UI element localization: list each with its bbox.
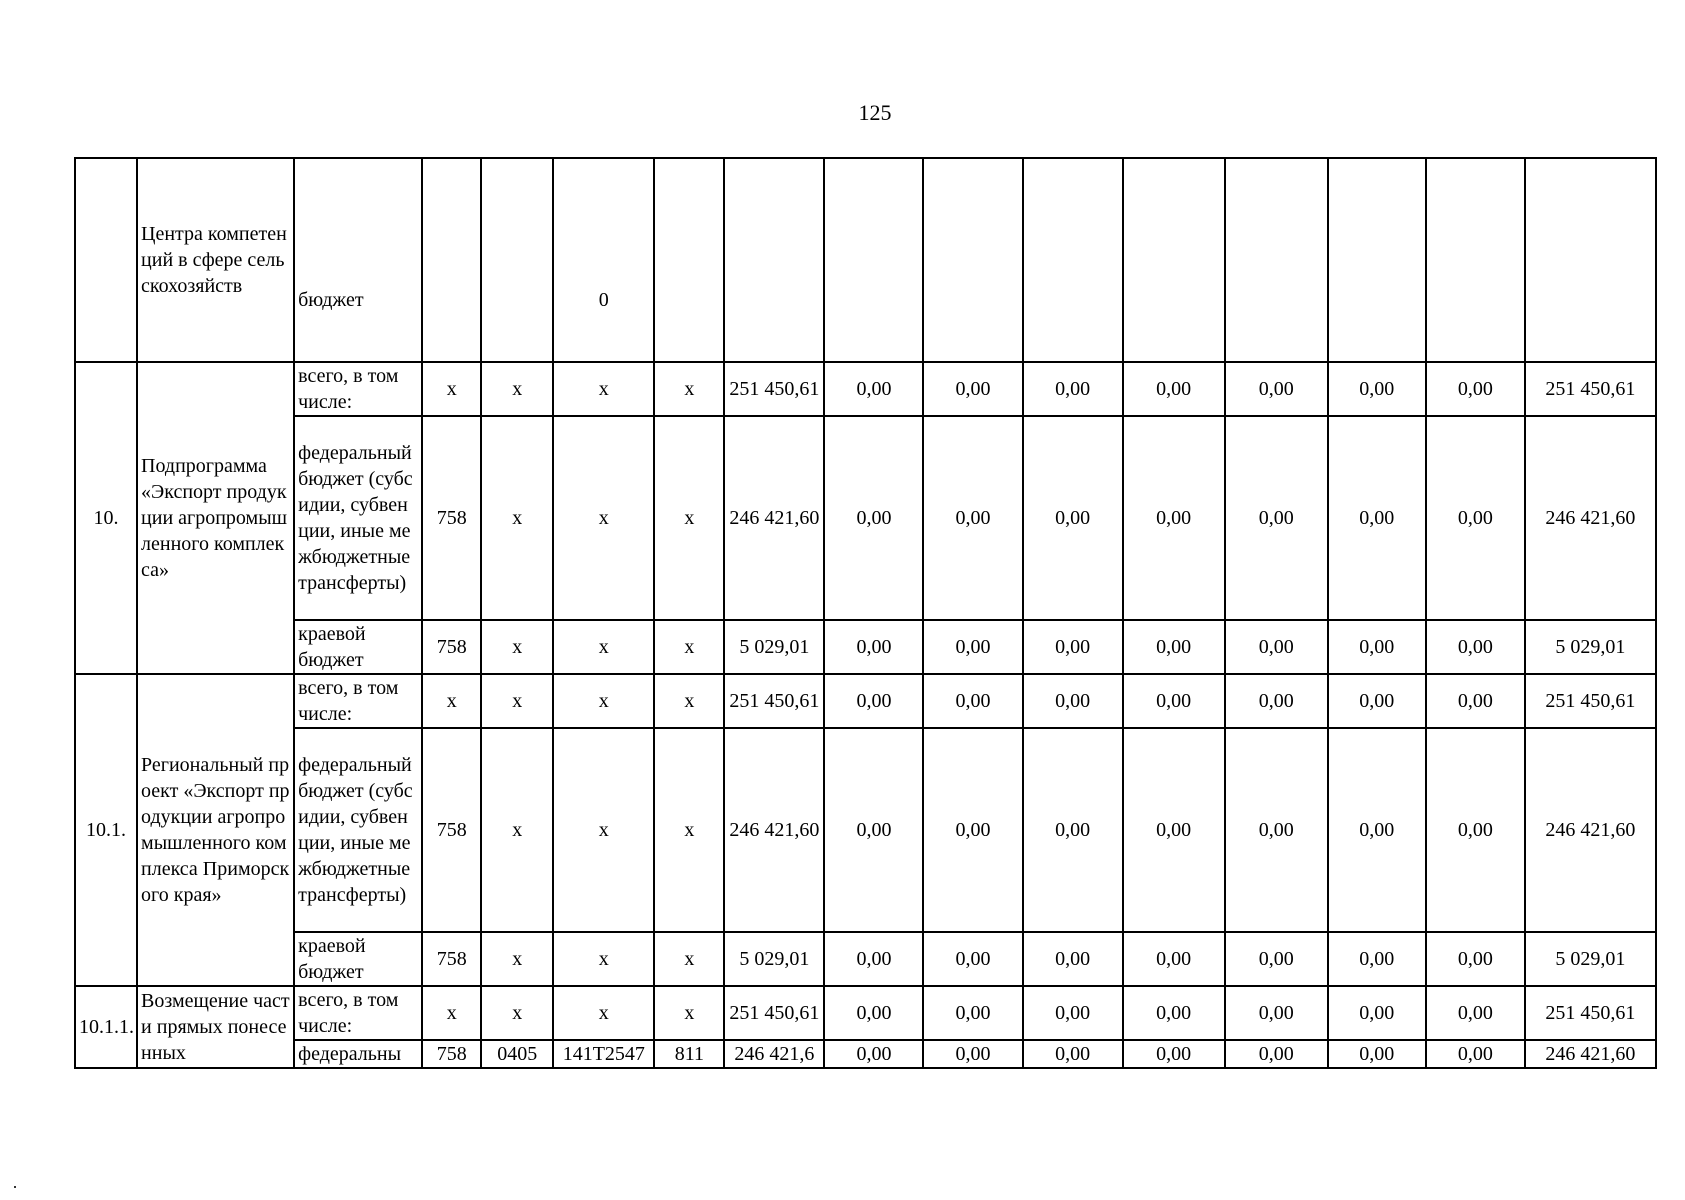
amount-year-5: 0,00 [1123,362,1225,416]
amount-year-7: 0,00 [1328,362,1426,416]
amount-year-8: 0,00 [1426,362,1525,416]
funding-source: краевой бюджет [294,932,422,986]
amount-year-5 [1123,158,1225,362]
code-grbs: 758 [422,620,481,674]
amount-year-8: 0,00 [1426,620,1525,674]
amount-year-2: 0,00 [824,1040,923,1068]
code-target: x [553,674,654,728]
table-row [75,362,1656,416]
code-grbs: x [422,674,481,728]
amount-year-4: 0,00 [1023,674,1123,728]
code-grbs: 758 [422,728,481,932]
amount-year-4: 0,00 [1023,932,1123,986]
row-number: 10. [75,362,137,674]
amount-year-5: 0,00 [1123,1040,1225,1068]
code-section: x [481,362,553,416]
amount-year-6: 0,00 [1225,986,1328,1040]
amount-year-2: 0,00 [824,416,923,620]
funding-source: бюджет [294,158,422,362]
funding-source: федеральный бюджет (субсидии, субвенции, иные межбюджетные трансферты) [294,416,422,620]
table-row [75,620,1656,674]
amount-year-6: 0,00 [1225,416,1328,620]
page-number: 125 [858,100,892,125]
code-expense-type: x [654,416,724,620]
amount-year-3: 0,00 [923,932,1022,986]
amount-year-5: 0,00 [1123,986,1225,1040]
amount-total: 246 421,60 [1525,728,1656,932]
amount-total: 5 029,01 [1525,620,1656,674]
amount-year-7: 0,00 [1328,728,1426,932]
table-row [75,416,1656,620]
funding-source: краевой бюджет [294,620,422,674]
code-expense-type: x [654,362,724,416]
code-expense-type: 811 [654,1040,724,1068]
row-number: 10.1. [75,674,137,986]
code-expense-type: x [654,674,724,728]
amount-year-3: 0,00 [923,416,1022,620]
amount-year-7: 0,00 [1328,932,1426,986]
amount-year-1: 251 450,61 [724,986,824,1040]
table-row [75,986,1656,1040]
code-section: x [481,728,553,932]
funding-source: федеральны [294,1040,422,1068]
code-target: x [553,416,654,620]
amount-total: 246 421,60 [1525,416,1656,620]
code-target: x [553,620,654,674]
amount-year-1 [724,158,824,362]
code-target: 0 [553,158,654,362]
amount-year-7: 0,00 [1328,1040,1426,1068]
amount-year-6: 0,00 [1225,932,1328,986]
amount-year-3: 0,00 [923,728,1022,932]
amount-year-2 [824,158,923,362]
code-section: x [481,620,553,674]
funding-source: федеральный бюджет (субсидии, субвенции, иные межбюджетные трансферты) [294,728,422,932]
amount-year-1: 246 421,60 [724,728,824,932]
amount-year-8 [1426,158,1525,362]
amount-year-1: 251 450,61 [724,674,824,728]
code-target: x [553,728,654,932]
event-name: Региональный проект «Экспорт продукции агропромышленного комплекса Приморского края» [137,674,294,986]
amount-year-4: 0,00 [1023,620,1123,674]
amount-year-5: 0,00 [1123,674,1225,728]
amount-year-8: 0,00 [1426,416,1525,620]
amount-total: 251 450,61 [1525,362,1656,416]
code-section: x [481,674,553,728]
amount-year-2: 0,00 [824,932,923,986]
amount-year-2: 0,00 [824,728,923,932]
amount-year-8: 0,00 [1426,932,1525,986]
amount-year-7: 0,00 [1328,986,1426,1040]
amount-year-7: 0,00 [1328,674,1426,728]
amount-year-1: 251 450,61 [724,362,824,416]
budget-table [74,157,1657,1069]
amount-year-4: 0,00 [1023,728,1123,932]
funding-source: всего, в том числе: [294,986,422,1040]
amount-year-1: 246 421,60 [724,416,824,620]
amount-year-3: 0,00 [923,1040,1022,1068]
event-name: Подпрограмма «Экспорт продукции агропромышленного комплекса» [137,362,294,674]
event-name: Возмещение части прямых понесенных [137,986,294,1068]
amount-year-8: 0,00 [1426,728,1525,932]
code-grbs: 758 [422,932,481,986]
amount-year-8: 0,00 [1426,1040,1525,1068]
amount-year-3: 0,00 [923,986,1022,1040]
table-row [75,932,1656,986]
amount-year-8: 0,00 [1426,986,1525,1040]
table-row [75,728,1656,932]
code-section: x [481,932,553,986]
funding-source: всего, в том числе: [294,674,422,728]
amount-year-7: 0,00 [1328,416,1426,620]
code-section [481,158,553,362]
amount-year-2: 0,00 [824,620,923,674]
amount-year-5: 0,00 [1123,620,1225,674]
amount-year-3 [923,158,1022,362]
amount-year-5: 0,00 [1123,728,1225,932]
row-number: 10.1.1. [75,986,137,1068]
amount-year-4: 0,00 [1023,1040,1123,1068]
amount-year-7: 0,00 [1328,620,1426,674]
amount-year-2: 0,00 [824,362,923,416]
code-section: x [481,986,553,1040]
amount-year-6: 0,00 [1225,1040,1328,1068]
code-grbs: 758 [422,416,481,620]
amount-year-4 [1023,158,1123,362]
code-grbs: 758 [422,1040,481,1068]
amount-year-4: 0,00 [1023,416,1123,620]
amount-total: 5 029,01 [1525,932,1656,986]
amount-year-6: 0,00 [1225,728,1328,932]
code-target: x [553,362,654,416]
amount-total: 251 450,61 [1525,674,1656,728]
table-row [75,1040,1656,1068]
code-section: 0405 [481,1040,553,1068]
code-grbs: x [422,986,481,1040]
amount-year-6 [1225,158,1328,362]
amount-year-5: 0,00 [1123,932,1225,986]
amount-year-8: 0,00 [1426,674,1525,728]
amount-year-2: 0,00 [824,674,923,728]
amount-year-2: 0,00 [824,986,923,1040]
amount-year-3: 0,00 [923,620,1022,674]
amount-year-6: 0,00 [1225,674,1328,728]
code-expense-type: x [654,986,724,1040]
amount-year-6: 0,00 [1225,362,1328,416]
amount-year-6: 0,00 [1225,620,1328,674]
amount-year-4: 0,00 [1023,362,1123,416]
code-section: x [481,416,553,620]
table-row [75,158,1656,362]
event-name: Центра компетенций в сфере сельскохозяйств [137,158,294,362]
code-grbs [422,158,481,362]
amount-year-3: 0,00 [923,674,1022,728]
row-number [75,158,137,362]
code-target: x [553,986,654,1040]
amount-year-5: 0,00 [1123,416,1225,620]
amount-year-3: 0,00 [923,362,1022,416]
amount-total: 246 421,60 [1525,1040,1656,1068]
amount-total: 251 450,61 [1525,986,1656,1040]
amount-year-1: 5 029,01 [724,620,824,674]
amount-year-4: 0,00 [1023,986,1123,1040]
funding-source: всего, в том числе: [294,362,422,416]
code-grbs: x [422,362,481,416]
amount-year-1: 246 421,6 [724,1040,824,1068]
code-expense-type [654,158,724,362]
code-expense-type: x [654,620,724,674]
code-target: 141T2547 [553,1040,654,1068]
code-expense-type: x [654,728,724,932]
table-row [75,674,1656,728]
code-expense-type: x [654,932,724,986]
code-target: x [553,932,654,986]
scan-speck [14,1186,16,1188]
amount-total [1525,158,1656,362]
amount-year-7 [1328,158,1426,362]
amount-year-1: 5 029,01 [724,932,824,986]
